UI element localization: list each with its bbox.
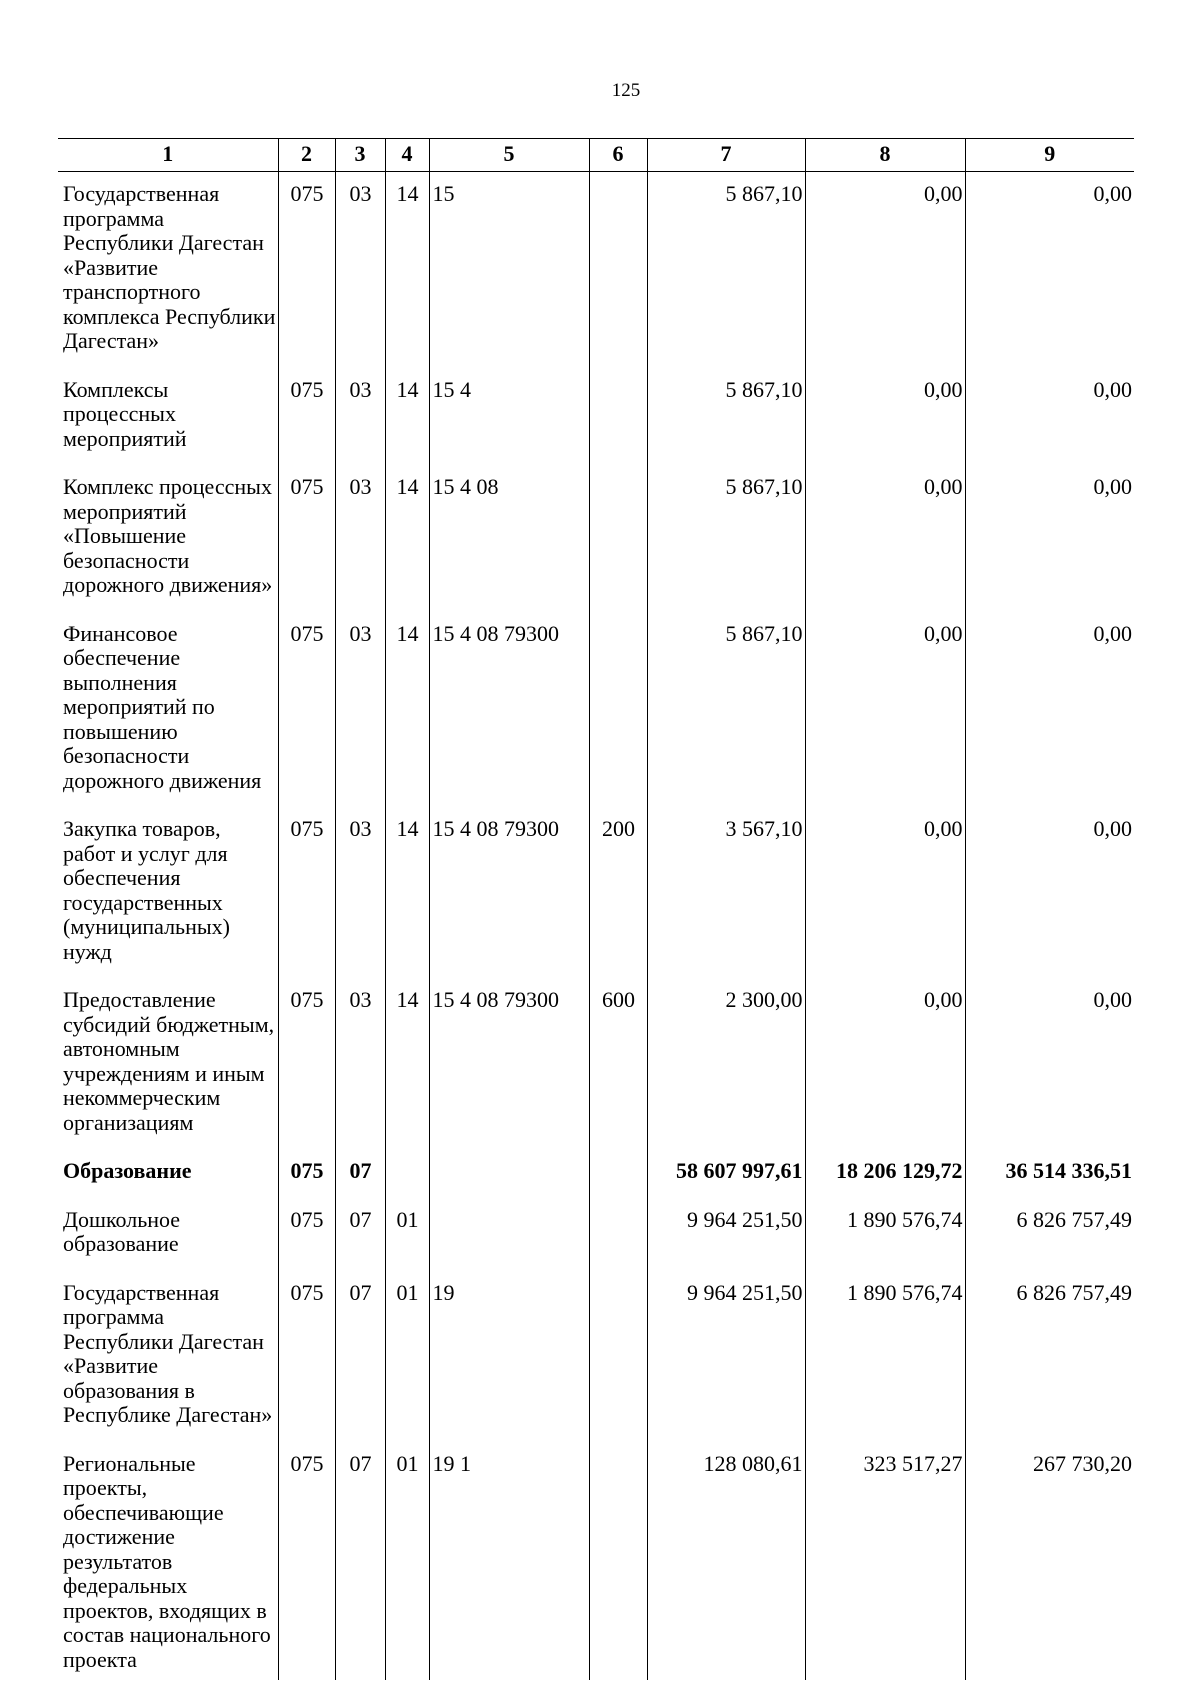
row-section-code: 03 — [335, 368, 385, 466]
row-subsection-code — [385, 1149, 429, 1198]
row-subsection-code: 01 — [385, 1198, 429, 1271]
row-amount-col7: 5 867,10 — [647, 172, 805, 368]
header-col-2: 2 — [278, 139, 335, 172]
row-ministry-code: 075 — [278, 1198, 335, 1271]
row-name: Государственная программа Республики Дагестан «Развитие транспортного комплекса Республики Дагестан» — [63, 181, 276, 353]
row-ministry-code: 075 — [278, 172, 335, 368]
row-section-code: 07 — [335, 1149, 385, 1198]
row-expense-type — [589, 1442, 647, 1681]
table-row — [58, 1271, 1134, 1442]
row-amount-col9: 0,00 — [965, 465, 1134, 612]
row-amount-col7: 3 567,10 — [647, 807, 805, 978]
table-row — [58, 978, 1134, 1149]
row-subsection-code: 14 — [385, 978, 429, 1149]
row-expense-type — [589, 1198, 647, 1271]
row-name: Комплекс процессных мероприятий «Повышение безопасности дорожного движения» — [63, 474, 273, 597]
row-section-code: 03 — [335, 172, 385, 368]
row-section-code: 07 — [335, 1198, 385, 1271]
row-amount-col8: 0,00 — [805, 465, 965, 612]
row-ministry-code: 075 — [278, 1442, 335, 1681]
row-amount-col8: 0,00 — [805, 172, 965, 368]
row-name: Финансовое обеспечение выполнения мероприятий по повышению безопасности дорожного движения — [63, 620, 262, 793]
row-target-article: 15 — [429, 172, 589, 368]
row-amount-col8: 0,00 — [805, 978, 965, 1149]
row-amount-col7: 2 300,00 — [647, 978, 805, 1149]
header-col-3: 3 — [335, 139, 385, 172]
row-subsection-code: 01 — [385, 1271, 429, 1442]
table-row — [58, 612, 1134, 808]
row-amount-col8: 18 206 129,72 — [805, 1149, 965, 1198]
row-target-article: 15 4 — [429, 368, 589, 466]
row-subsection-code: 14 — [385, 807, 429, 978]
header-col-6: 6 — [589, 139, 647, 172]
row-ministry-code: 075 — [278, 465, 335, 612]
row-target-article: 15 4 08 79300 — [429, 807, 589, 978]
row-amount-col7: 9 964 251,50 — [647, 1271, 805, 1442]
row-section-code: 07 — [335, 1271, 385, 1442]
row-expense-type — [589, 172, 647, 368]
row-amount-col7: 9 964 251,50 — [647, 1198, 805, 1271]
row-expense-type: 600 — [589, 978, 647, 1149]
row-amount-col8: 1 890 576,74 — [805, 1271, 965, 1442]
header-row — [58, 139, 1134, 172]
row-expense-type — [589, 612, 647, 808]
row-subsection-code: 01 — [385, 1442, 429, 1681]
row-expense-type — [589, 1149, 647, 1198]
row-amount-col9: 6 826 757,49 — [965, 1198, 1134, 1271]
row-target-article — [429, 1198, 589, 1271]
row-amount-col7: 5 867,10 — [647, 612, 805, 808]
row-amount-col7: 58 607 997,61 — [647, 1149, 805, 1198]
header-col-1: 1 — [58, 139, 278, 172]
row-expense-type — [589, 368, 647, 466]
row-name: Комплексы процессных мероприятий — [63, 376, 187, 451]
budget-table — [58, 138, 1134, 1680]
row-amount-col9: 267 730,20 — [965, 1442, 1134, 1681]
row-ministry-code: 075 — [278, 807, 335, 978]
row-subsection-code: 14 — [385, 368, 429, 466]
row-target-article: 19 1 — [429, 1442, 589, 1681]
row-target-article: 15 4 08 79300 — [429, 612, 589, 808]
row-amount-col9: 0,00 — [965, 172, 1134, 368]
row-section-code: 03 — [335, 612, 385, 808]
row-amount-col9: 36 514 336,51 — [965, 1149, 1134, 1198]
row-expense-type — [589, 1271, 647, 1442]
row-section-code: 03 — [335, 465, 385, 612]
row-amount-col8: 0,00 — [805, 807, 965, 978]
row-ministry-code: 075 — [278, 1149, 335, 1198]
table-row — [58, 1198, 1134, 1271]
row-ministry-code: 075 — [278, 978, 335, 1149]
row-name: Региональные проекты, обеспечивающие достижение результатов федеральных проектов, входящих в состав национального проекта — [63, 1450, 271, 1672]
table-row — [58, 368, 1134, 466]
table-body — [58, 172, 1134, 1681]
row-name: Закупка товаров, работ и услуг для обеспечения государственных (муниципальных) нужд — [63, 816, 230, 964]
row-subsection-code: 14 — [385, 465, 429, 612]
row-amount-col7: 128 080,61 — [647, 1442, 805, 1681]
row-amount-col8: 1 890 576,74 — [805, 1198, 965, 1271]
row-amount-col9: 6 826 757,49 — [965, 1271, 1134, 1442]
row-target-article: 15 4 08 79300 — [429, 978, 589, 1149]
row-ministry-code: 075 — [278, 1271, 335, 1442]
table-row — [58, 1149, 1134, 1198]
row-amount-col9: 0,00 — [965, 368, 1134, 466]
row-ministry-code: 075 — [278, 612, 335, 808]
row-name: Предоставление субсидий бюджетным, автономным учреждениям и иным некоммерческим организациям — [63, 987, 275, 1135]
row-target-article: 15 4 08 — [429, 465, 589, 612]
row-ministry-code: 075 — [278, 368, 335, 466]
row-expense-type: 200 — [589, 807, 647, 978]
table-row — [58, 1442, 1134, 1681]
row-name: Государственная программа Республики Дагестан «Развитие образования в Республике Дагестан» — [63, 1279, 273, 1427]
header-col-5: 5 — [429, 139, 589, 172]
header-col-4: 4 — [385, 139, 429, 172]
header-col-9: 9 — [965, 139, 1134, 172]
table-header — [58, 139, 1134, 172]
page-number: 125 — [611, 80, 641, 101]
row-section-code: 07 — [335, 1442, 385, 1681]
header-col-7: 7 — [647, 139, 805, 172]
table-row — [58, 807, 1134, 978]
row-amount-col9: 0,00 — [965, 978, 1134, 1149]
row-amount-col7: 5 867,10 — [647, 368, 805, 466]
row-amount-col8: 323 517,27 — [805, 1442, 965, 1681]
row-expense-type — [589, 465, 647, 612]
row-subsection-code: 14 — [385, 612, 429, 808]
budget-table-wrapper — [58, 138, 1134, 1680]
table-row — [58, 172, 1134, 368]
row-section-code: 03 — [335, 978, 385, 1149]
header-col-8: 8 — [805, 139, 965, 172]
row-name: Образование — [63, 1158, 192, 1183]
row-amount-col7: 5 867,10 — [647, 465, 805, 612]
row-amount-col9: 0,00 — [965, 612, 1134, 808]
row-amount-col8: 0,00 — [805, 368, 965, 466]
row-amount-col9: 0,00 — [965, 807, 1134, 978]
row-subsection-code: 14 — [385, 172, 429, 368]
row-name: Дошкольное образование — [63, 1206, 181, 1256]
row-amount-col8: 0,00 — [805, 612, 965, 808]
row-target-article: 19 — [429, 1271, 589, 1442]
table-row — [58, 465, 1134, 612]
row-target-article — [429, 1149, 589, 1198]
row-section-code: 03 — [335, 807, 385, 978]
